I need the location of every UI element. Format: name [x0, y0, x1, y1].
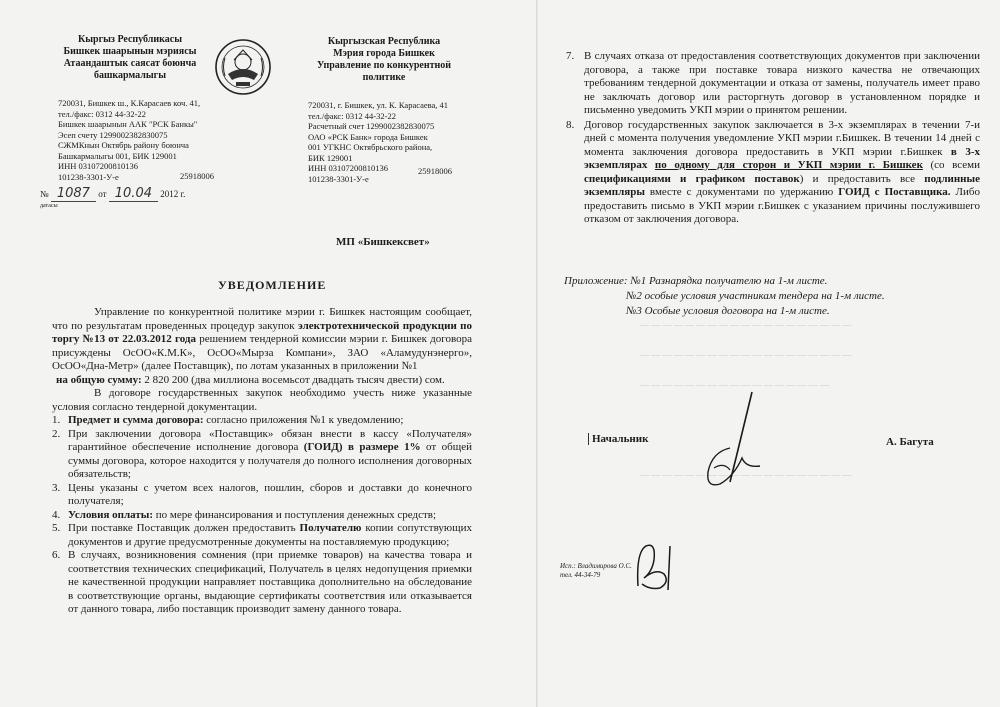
header-left-line: башкармалыгы: [93, 70, 167, 81]
executor-name: Исп.: Владимирова О.С.: [560, 562, 632, 570]
bleed-through: — — — — — — — — — — — — — — — — —: [640, 380, 829, 390]
address-line: БИК 129001: [308, 152, 353, 163]
list-item: 8. Договор государственных закупок заключается в 3-х экземплярах в течении 7-и дней с момента получения уведомление УКП мэрии г.Бишкек. В течении 14 дней с момента заключения договора предоставить в УКП мэрии г.Бишкек в 3-х экземплярах по одному для сторон и УКП мэрии г. Бишкек (со всеми спецификациями и графиком поставок) и предоставить все подлинные экземпляры вместе с документами по удержанию ГОИД с Поставщика. Либо предоставить письмо в УКП мэрии г.Бишкек с указанием причины послужившего отказом от заключения договора.: [566, 118, 981, 225]
recipient: МП «Бишкексвет»: [336, 236, 430, 248]
address-line: тел./факс: 0312 44-32-22: [308, 110, 396, 121]
signature-position: Начальник: [588, 433, 648, 445]
header-left-line: Кыргыз Республикасы: [77, 34, 183, 45]
page-fold: [536, 0, 538, 707]
conditions-list-continued: [566, 50, 980, 227]
header-right-line: политике: [362, 72, 406, 83]
header-right-line: Кыргызская Республика: [327, 36, 441, 47]
address-line: СЖМКнын Октябрь району боюнча: [58, 140, 189, 150]
executor-info: [560, 562, 632, 580]
executor-phone: тел. 44-34-79: [560, 571, 601, 579]
address-line: тел./факс: 0312 44-32-22: [58, 108, 146, 119]
registration-date: 10.04: [109, 186, 158, 202]
registration-year: 2012 г.: [160, 189, 186, 199]
address-line: ОАО «РСК Банк» города Бишкек: [308, 131, 428, 142]
header-left-code: 25918006: [180, 171, 214, 181]
list-item: 4. Условия оплаты: по мере финансирования и поступления денежных средств;: [52, 508, 437, 521]
address-line: 001 УГКНС Октябрьского района,: [308, 142, 433, 152]
list-item: 7. В случаях отказа от предоставления соответствующих документов при заключении договора, а также при поставке товара низкого качества не отвечающих требованиям тендерной документации и отказа от замены, получатель имеет право не заключать договор или расторгнуть договор в установленном порядке и письменно уведомить УКП мэрии о принятом решении.: [566, 50, 980, 116]
conditions-intro: В договоре государственных закупок необходимо учесть ниже указанные условия согласно тендерной документации.: [52, 387, 472, 413]
address-line: 720031, Бишкек ш., К.Карасаев коч. 41,: [58, 98, 201, 108]
document-title: УВЕДОМЛЕНИЕ: [218, 278, 327, 292]
address-line: 101238-3301-У-е: [308, 173, 369, 184]
header-left-address: [58, 98, 258, 182]
list-item: 2. При заключении договора «Поставщик» обязан внести в кассу «Получателя» гарантийное обеспечение исполнение договора (ГОИД) в размере 1% от общей суммы договора, которое находится у получателя до полного исполнения договорных обязательств;: [52, 427, 473, 480]
notice-body-left: [52, 306, 472, 617]
address-line: Башкармалыгы 001, БИК 129001: [58, 150, 177, 161]
header-right-line: Мэрия города Бишкек: [333, 48, 435, 59]
header-right-russian: [300, 36, 468, 84]
list-item: 3. Цены указаны с учетом всех налогов, пошлин, сборов и доставки до конечного получателя;: [52, 481, 472, 507]
bleed-through: — — — — — — — — — — — — — — — — — — —: [640, 350, 852, 360]
tender-reference: электротехнической продукции по торгу №13 от 22.03.2012 года: [52, 319, 472, 345]
signatory-name: А. Багута: [886, 436, 934, 448]
initials-icon: [630, 532, 690, 594]
total-sum: 2 820 200 (два миллиона восемьсот двадцать тысяч двести) сом.: [144, 373, 445, 386]
address-line: Эсеп счету 1299002382830075: [58, 129, 168, 140]
appendix-line: №3 Особые условия договора на 1-м листе.: [626, 305, 830, 317]
signature-icon: [690, 388, 770, 498]
registration-line: [40, 186, 185, 201]
address-line: Расчетный счет 1299002382830075: [308, 121, 435, 131]
appendix-line: №2 особые условия участникам тендера на 1-м листе.: [626, 290, 885, 302]
header-left-line: Бишкек шаарынын мэриясы: [63, 46, 197, 57]
registration-prefix: №: [40, 189, 49, 199]
header-right-line: Управление по конкурентной: [316, 60, 452, 71]
registration-number: 1087: [51, 186, 96, 202]
header-right-code: 25918006: [418, 166, 452, 176]
registration-from: от: [98, 189, 107, 199]
bleed-through: — — — — — — — — — — — — — — — — — — —: [640, 470, 852, 480]
address-line: Бишкек шаарынын ААК "РСК Банкы": [58, 119, 198, 129]
list-item: 5. При поставке Поставщик должен предоставить Получателю копии сопутствующих документов и другие предусмотренные документы на поставляемую продукцию;: [52, 522, 472, 548]
state-emblem-icon: [214, 38, 272, 96]
registration-sublabel: датасы: [40, 203, 58, 209]
notice-body-right: [566, 50, 980, 228]
list-item: 1. Предмет и сумма договора: согласно приложения №1 к уведомлению;: [52, 414, 404, 426]
appendix-line: Приложение: №1 Разнарядка получателю на 1-м листе.: [564, 275, 828, 287]
header-right-address: [308, 100, 508, 184]
appendix: [564, 274, 885, 319]
address-line: ИНН 03107200810136: [308, 163, 389, 173]
total-sum-line: на общую сумму: 2 820 200 (два миллиона восемьсот двадцать тысяч двести) сом.: [56, 373, 445, 386]
bleed-through: — — — — — — — — — — — — — — — — — — —: [640, 320, 852, 330]
list-item: 6. В случаях, возникновения сомнения (при приемке товаров) на качества товара и соответствия технических спецификаций, Получатель в целях недопущения приемки не качественной продукции направляет поставщика дополнительно на обследование в соответствующие органы, выдающие сертификаты соответствия или отказывается от данного товара, либо поставщик производит замену данного товара.: [52, 549, 472, 615]
conditions-list: [52, 414, 472, 617]
address-line: ИНН 03107200810136: [58, 161, 139, 171]
header-left-line: Атаандаштык саясат боюнча: [63, 58, 197, 69]
address-line: 720031, г. Бишкек, ул. К. Карасаева, 41: [308, 100, 449, 110]
intro-paragraph: Управление по конкурентной политике мэрии г. Бишкек настоящим сообщает, что по результатам проведенных процедур закупок электротехнической продукции по торгу №13 от 22.03.2012 года решением тендерной комиссии мэрии г. Бишкек договора присуждены ОсОО«К.М.К», ОсОО«Мырза Компани», ЗАО «Аламудунэнерго», ОсОО«Дна-Метр» (далее Поставщик), по лотам указанных в приложении №1: [52, 306, 473, 372]
header-left-kyrgyz: [50, 34, 210, 82]
address-line: 101238-3301-У-е: [58, 171, 119, 182]
